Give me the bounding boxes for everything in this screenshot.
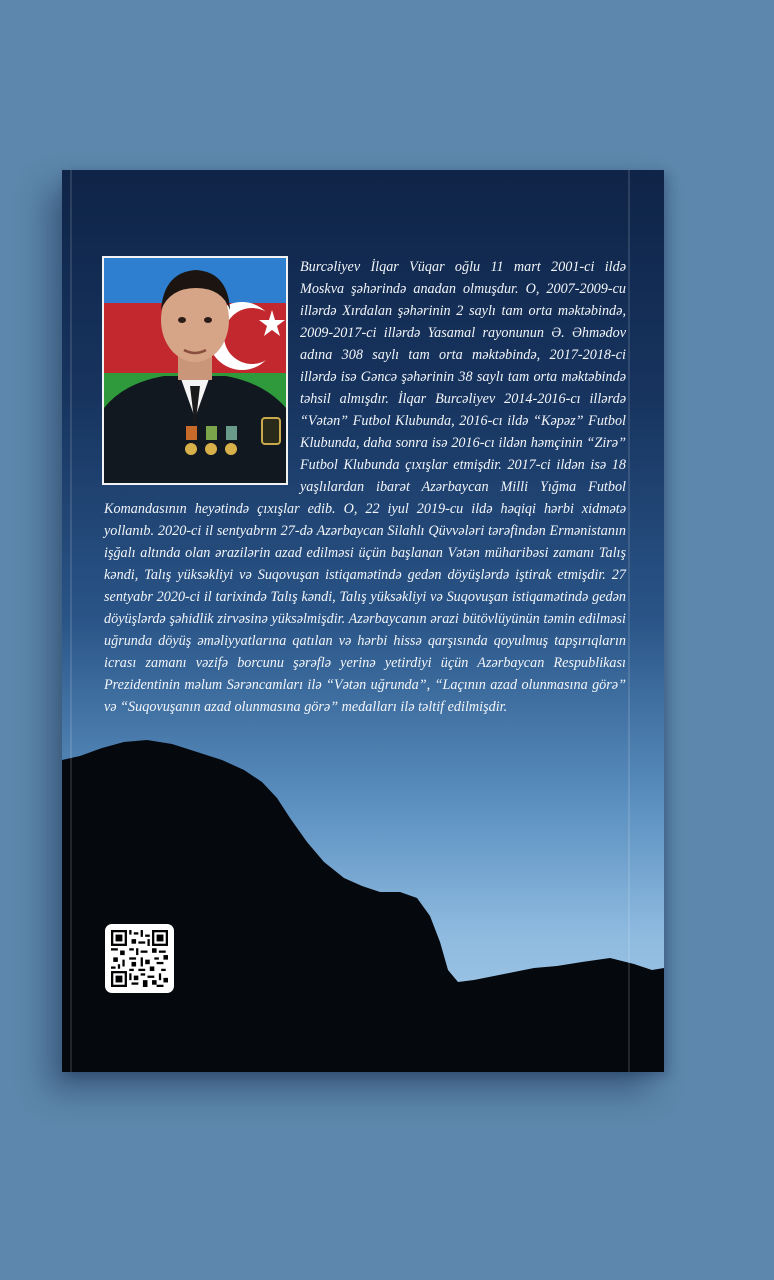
qr-code-icon — [111, 930, 168, 987]
biography-content: Burcəliyev İlqar Vüqar oğlu 11 mart 2001-ci ildə Moskva şəhərində anadan olmuşdur. O, 2007-2009-cu illərdə Xırdalan şəhərinin 2 saylı tam orta məktəbində, 2009-2017-ci illərdə Yasamal rayonunun Ə. Əhmədov adına 308 saylı tam orta məktəbində, 2017-2018-ci illərdə isə Gəncə şəhərinin 38 saylı tam orta məktəbində təhsil almışdır. İlqar Burcəliyev 2014-2016-cı illərdə “Vətən” Futbol Klubunda, 2016-cı ildə “Kəpəz” Futbol Klubunda, daha sonra isə 2016-cı ildən həmçinin “Zirə” Futbol Klubunda çıxışlar etmişdir. 2017-ci ildən isə 18 yaşlılardan ibarət Azərbaycan Milli Yığma Futbol Komandasının heyətində çıxışlar edib. O, 22 iyul 2019-cu ildə həqiqi hərbi xidmətə yollanıb. 2020-ci il sentyabrın 27-də Azərbaycan Silahlı Qüvvələri tərəfindən Ermənistanın işğalı altında olan ərazilərin azad edilməsi üçün başlanan Vətən müharibəsi zamanı Talış kəndi, Talış yüksəkliyi və Suqovuşan istiqamətində gedən döyüşlərdə iştirak etmişdir. 27 sentyabr 2020-ci il tarixində Talış kəndi, Talış yüksəkliyi və Suqovuşan istiqamətində gedən döyüşlərdə şəhidlik zirvəsinə yüksəlmişdir. Azərbaycanın ərazi bütövlüyünün təmin edilməsi uğrunda döyüş əməliyyatlarına qatılan və hərbi hissə qarşısında qoyulmuş tapşırıqların icrası zamanı vəzifə borcunu şərəflə yerinə yetirdiyi üçün Azərbaycan Respublikası Prezidentinin məlum Sərəncamları ilə “Vətən uğrunda”, “Laçının azad olunmasına görə” və “Suqovuşanın azad olunmasına görə” medalları ilə təltif edilmişdir. — [104, 259, 626, 715]
cover-edge-line — [70, 170, 72, 1072]
soldier-portrait — [102, 256, 288, 485]
book-back-cover — [62, 170, 664, 1072]
portrait-image — [104, 258, 286, 483]
qr-code[interactable] — [105, 924, 174, 993]
cover-fold-line — [628, 170, 630, 1072]
